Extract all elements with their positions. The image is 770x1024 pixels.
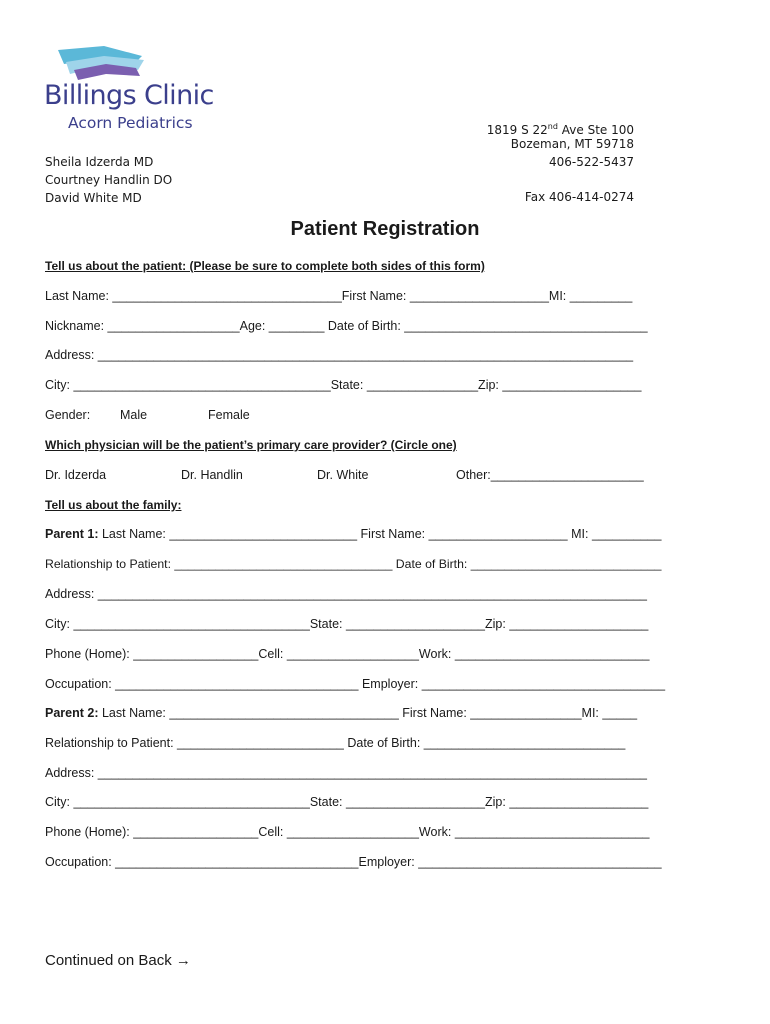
parent2-city-field[interactable]: City: __________________________________State: ____________________Zip: ____________________	[45, 795, 649, 809]
patient-section-heading: Tell us about the patient: (Please be sure to complete both sides of this form)	[45, 259, 485, 273]
parent2-address-field[interactable]: Address: _______________________________________________________________________________	[45, 766, 648, 780]
parent1-label: Parent 1:	[45, 527, 99, 541]
patient-nickname-field[interactable]: Nickname: ___________________Age: ________ Date of Birth: ___________________________________	[45, 319, 648, 333]
gender-female-option[interactable]: Female	[208, 408, 250, 422]
physician-option-idzerda[interactable]: Dr. Idzerda	[45, 468, 107, 482]
doctor-name: Courtney Handlin DO	[45, 173, 173, 187]
parent2-phone-field[interactable]: Phone (Home): __________________Cell: ___________________Work: ____________________________	[45, 825, 650, 839]
patient-address-field[interactable]: Address: _____________________________________________________________________________	[45, 348, 634, 362]
physician-option-other[interactable]: Other:______________________	[456, 468, 644, 482]
parent1-occupation-field[interactable]: Occupation: ___________________________________ Employer: ___________________________________	[45, 677, 666, 691]
patient-city-field[interactable]: City: _____________________________________State: ________________Zip: ____________________	[45, 378, 642, 392]
parent2-name-field[interactable]: Parent 2: Last Name: _________________________________ First Name: ________________MI: _____	[45, 706, 638, 720]
doctor-list	[45, 153, 172, 207]
clinic-phone: 406-522-5437	[548, 155, 634, 169]
parent1-phone-field[interactable]: Phone (Home): __________________Cell: ___________________Work: ____________________________	[45, 647, 650, 661]
parent1-relationship-field[interactable]: Relationship to Patient: ________________________________ Date of Birth: ____________________________	[45, 557, 662, 571]
parent1-address-field[interactable]: Address: _______________________________________________________________________________	[45, 587, 648, 601]
logo-subtitle: Acorn Pediatrics	[68, 114, 193, 132]
continued-on-back: Continued on Back →	[45, 952, 191, 969]
patient-name-field[interactable]: Last Name: _________________________________First Name: ____________________MI: _________	[45, 289, 633, 303]
physician-option-handlin[interactable]: Dr. Handlin	[181, 468, 243, 482]
logo-name: Billings Clinic	[44, 80, 214, 111]
parent1-name-field[interactable]: Parent 1: Last Name: ___________________________ First Name: ____________________ MI: __________	[45, 527, 662, 541]
clinic-fax: Fax 406-414-0274	[524, 190, 634, 204]
doctor-name: David White MD	[45, 191, 142, 205]
physician-option-white[interactable]: Dr. White	[317, 468, 369, 482]
physician-section-heading: Which physician will be the patient’s primary care provider? (Circle one)	[45, 438, 457, 452]
doctor-name: Sheila Idzerda MD	[45, 155, 154, 169]
gender-label: Gender:	[45, 408, 91, 422]
parent2-relationship-field[interactable]: Relationship to Patient: ________________________ Date of Birth: _____________________________	[45, 736, 626, 750]
address-line-2: Bozeman, MT 59718	[510, 137, 634, 151]
parent1-city-field[interactable]: City: __________________________________State: ____________________Zip: ____________________	[45, 617, 649, 631]
family-section-heading: Tell us about the family:	[45, 498, 182, 512]
gender-male-option[interactable]: Male	[120, 408, 148, 422]
address-line-1: 1819 S 22nd Ave Ste 100	[486, 122, 634, 137]
parent2-label: Parent 2:	[45, 706, 99, 720]
form-title: Patient Registration	[290, 218, 480, 240]
parent2-occupation-field[interactable]: Occupation: ___________________________________Employer: ___________________________________	[45, 855, 662, 869]
